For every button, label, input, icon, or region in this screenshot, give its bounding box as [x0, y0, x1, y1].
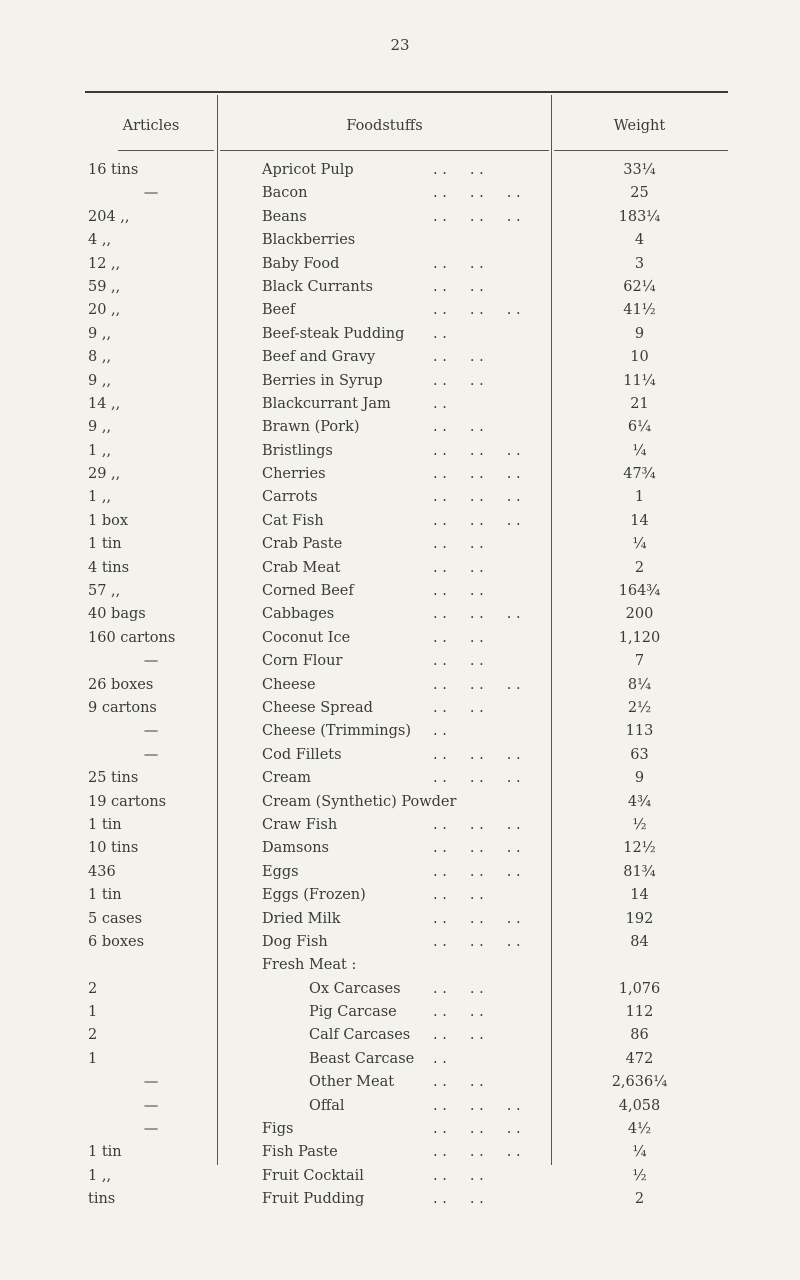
header-foodstuffs: Foodstuffs	[346, 118, 423, 134]
table-row	[0, 791, 800, 814]
weight-cell: 14	[630, 887, 649, 904]
leader-dots: . . . . . .	[433, 606, 521, 623]
articles-cell: 29 ,,	[88, 466, 121, 483]
table-row	[0, 1165, 800, 1188]
table-row	[0, 1188, 800, 1211]
weight-cell: 472	[625, 1050, 654, 1067]
weight-cell: ½	[632, 816, 647, 833]
table-row	[0, 159, 800, 182]
foodstuff-cell: Cherries	[262, 466, 326, 483]
table-row	[0, 276, 800, 299]
articles-cell: 160 cartons	[88, 629, 176, 646]
articles-cell: 26 boxes	[88, 676, 154, 693]
articles-cell: 20 ,,	[88, 302, 121, 319]
weight-cell: 4½	[627, 1121, 652, 1138]
table-row	[0, 861, 800, 884]
leader-dots: . . . . . .	[433, 442, 521, 459]
articles-cell: 1 tin	[88, 887, 122, 904]
leader-dots: . . . . . .	[433, 1097, 521, 1114]
table-row	[0, 440, 800, 463]
weight-cell: ½	[632, 1167, 647, 1184]
articles-cell: 10 tins	[88, 840, 139, 857]
leader-dots: . . . .	[433, 1167, 484, 1184]
table-row	[0, 908, 800, 931]
weight-cell: 7	[634, 653, 645, 670]
foodstuff-cell: Bristlings	[262, 442, 333, 459]
table-row	[0, 510, 800, 533]
table-row	[0, 837, 800, 860]
foodstuff-cell: Calf Carcases	[309, 1027, 411, 1044]
header-articles: Articles	[122, 118, 180, 134]
table-row	[0, 1048, 800, 1071]
articles-cell: —	[143, 653, 159, 670]
weight-cell: 9	[634, 325, 645, 342]
table-row	[0, 720, 800, 743]
articles-cell: 40 bags	[88, 606, 146, 623]
leader-dots: . . . .	[433, 278, 484, 295]
leader-dots: . . . .	[433, 419, 484, 436]
articles-cell: 4 ,,	[88, 232, 112, 249]
leader-dots: . . . .	[433, 653, 484, 670]
weight-cell: 47¾	[623, 466, 656, 483]
table-row	[0, 580, 800, 603]
table-row	[0, 1001, 800, 1024]
leader-dots: . . . .	[433, 1191, 484, 1208]
weight-cell: 81¾	[623, 863, 656, 880]
table-row	[0, 931, 800, 954]
weight-cell: 2	[634, 1191, 645, 1208]
foodstuff-cell: Cheese	[262, 676, 316, 693]
articles-cell: 1	[88, 1004, 98, 1021]
leader-dots: . . . . . .	[433, 512, 521, 529]
foodstuff-cell: Black Currants	[262, 278, 374, 295]
table-row	[0, 557, 800, 580]
table-row	[0, 370, 800, 393]
foodstuff-cell: Ox Carcases	[309, 980, 401, 997]
leader-dots: . . . . . .	[433, 933, 521, 950]
foodstuff-cell: Baby Food	[262, 255, 340, 272]
leader-dots: . . . .	[433, 629, 484, 646]
weight-cell: 1	[634, 489, 645, 506]
leader-dots: . . . . . .	[433, 840, 521, 857]
weight-cell: 200	[625, 606, 654, 623]
table-row	[0, 954, 800, 977]
weight-cell: 183¼	[618, 208, 661, 225]
leader-dots: . . . .	[433, 536, 484, 553]
foodstuff-cell: Cat Fish	[262, 512, 324, 529]
foodstuff-cell: Crab Paste	[262, 536, 343, 553]
table-row	[0, 416, 800, 439]
leader-dots: . . . . . .	[433, 746, 521, 763]
foodstuff-cell: Beans	[262, 208, 307, 225]
leader-dots: . .	[433, 395, 447, 412]
foodstuff-cell: Cheese Spread	[262, 699, 373, 716]
weight-cell: 3	[634, 255, 645, 272]
header-underline-articles	[118, 150, 214, 151]
articles-cell: 9 ,,	[88, 372, 112, 389]
weight-cell: ¼	[632, 1144, 647, 1161]
articles-cell: 16 tins	[88, 162, 139, 178]
weight-cell: 4,058	[618, 1097, 661, 1114]
foodstuff-cell: Brawn (Pork)	[262, 419, 360, 436]
weight-cell: 11¼	[623, 372, 656, 389]
foodstuff-cell: Dried Milk	[262, 910, 341, 927]
leader-dots: . . . .	[433, 1004, 484, 1021]
foodstuff-cell: Beast Carcase	[309, 1050, 415, 1067]
weight-cell: 84	[630, 933, 649, 950]
articles-cell: —	[143, 746, 159, 763]
table-row	[0, 884, 800, 907]
table-top-rule	[85, 91, 728, 93]
table-row	[0, 697, 800, 720]
leader-dots: . .	[433, 325, 447, 342]
articles-cell: 9 cartons	[88, 699, 157, 716]
articles-cell: 12 ,,	[88, 255, 121, 272]
articles-cell: 1 box	[88, 512, 129, 529]
foodstuff-cell: Offal	[309, 1097, 345, 1114]
leader-dots: . . . .	[433, 1027, 484, 1044]
foodstuff-cell: Eggs (Frozen)	[262, 887, 366, 904]
table-row	[0, 1118, 800, 1141]
weight-cell: 113	[625, 723, 654, 740]
foodstuff-cell: Beef	[262, 302, 296, 319]
articles-cell: —	[143, 723, 159, 740]
table-row	[0, 627, 800, 650]
foodstuff-cell: Blackcurrant Jam	[262, 395, 391, 412]
table-row	[0, 323, 800, 346]
leader-dots: . . . . . .	[433, 302, 521, 319]
foodstuff-cell: Damsons	[262, 840, 329, 857]
page-number: 23	[390, 36, 410, 54]
leader-dots: . . . . . .	[433, 770, 521, 787]
articles-cell: 1 tin	[88, 1144, 122, 1161]
articles-cell: 4 tins	[88, 559, 130, 576]
articles-cell: —	[143, 1097, 159, 1114]
weight-cell: 2	[634, 559, 645, 576]
foodstuff-cell: Blackberries	[262, 232, 356, 249]
leader-dots: . . . .	[433, 699, 484, 716]
foodstuff-cell: Craw Fish	[262, 816, 338, 833]
table-row	[0, 229, 800, 252]
foodstuff-cell: Carrots	[262, 489, 318, 506]
table-row	[0, 1141, 800, 1164]
weight-cell: ¼	[632, 536, 647, 553]
articles-cell: 436	[88, 863, 116, 880]
table-row	[0, 650, 800, 673]
header-weight: Weight	[613, 118, 666, 134]
table-row	[0, 253, 800, 276]
table-row	[0, 1071, 800, 1094]
table-row	[0, 1024, 800, 1047]
table-row	[0, 674, 800, 697]
articles-cell: 9 ,,	[88, 419, 112, 436]
weight-cell: 12½	[623, 840, 656, 857]
weight-cell: 1,120	[618, 629, 661, 646]
header-underline-weight	[554, 150, 728, 151]
weight-cell: 25	[630, 185, 649, 202]
articles-cell: —	[143, 1121, 159, 1138]
table-row	[0, 393, 800, 416]
leader-dots: . . . . . .	[433, 489, 521, 506]
foodstuff-cell: Cod Fillets	[262, 746, 342, 763]
leader-dots: . . . .	[433, 980, 484, 997]
foodstuff-cell: Figs	[262, 1121, 294, 1138]
articles-cell: 1 ,,	[88, 442, 112, 459]
leader-dots: . . . . . .	[433, 185, 521, 202]
foodstuff-cell: Fish Paste	[262, 1144, 338, 1161]
articles-cell: 1 ,,	[88, 1167, 112, 1184]
foodstuff-cell: Corn Flour	[262, 653, 343, 670]
articles-cell: 6 boxes	[88, 933, 145, 950]
articles-cell: 14 ,,	[88, 395, 121, 412]
weight-cell: 6¼	[627, 419, 652, 436]
table-row	[0, 206, 800, 229]
table-body	[0, 159, 800, 1212]
foodstuff-cell: Corned Beef	[262, 583, 354, 600]
table-row	[0, 299, 800, 322]
articles-cell: 1 tin	[88, 816, 122, 833]
articles-cell: 59 ,,	[88, 278, 121, 295]
foodstuff-cell: Bacon	[262, 185, 308, 202]
articles-cell: 19 cartons	[88, 793, 167, 810]
weight-cell: 2½	[627, 699, 652, 716]
articles-cell: 1	[88, 1050, 98, 1067]
foodstuff-cell: Cream (Synthetic) Powder	[262, 793, 457, 810]
articles-cell: 57 ,,	[88, 583, 121, 600]
foodstuff-cell: Apricot Pulp	[262, 162, 354, 178]
articles-cell: 204 ,,	[88, 208, 130, 225]
leader-dots: . . . .	[433, 372, 484, 389]
leader-dots: . . . .	[433, 583, 484, 600]
foodstuff-cell: Cream	[262, 770, 312, 787]
leader-dots: . . . .	[433, 349, 484, 366]
foodstuff-cell: Other Meat	[309, 1074, 395, 1091]
foodstuff-cell: Pig Carcase	[309, 1004, 397, 1021]
leader-dots: . . . . . .	[433, 466, 521, 483]
weight-cell: 1,076	[618, 980, 661, 997]
leader-dots: . . . . . .	[433, 1121, 521, 1138]
articles-cell: 2	[88, 1027, 98, 1044]
weight-cell: 4	[634, 232, 645, 249]
leader-dots: . . . .	[433, 255, 484, 272]
header-underline-foodstuffs	[220, 150, 549, 151]
weight-cell: 112	[625, 1004, 654, 1021]
leader-dots: . . . .	[433, 887, 484, 904]
articles-cell: —	[143, 1074, 159, 1091]
weight-cell: 4¾	[627, 793, 652, 810]
foodstuff-cell: Coconut Ice	[262, 629, 351, 646]
foodstuff-cell: Dog Fish	[262, 933, 328, 950]
table-row	[0, 767, 800, 790]
foodstuff-cell: Cheese (Trimmings)	[262, 723, 411, 740]
weight-cell: 86	[630, 1027, 649, 1044]
weight-cell: 192	[625, 910, 654, 927]
leader-dots: . .	[433, 723, 447, 740]
leader-dots: . . . . . .	[433, 1144, 521, 1161]
foodstuff-cell: Berries in Syrup	[262, 372, 383, 389]
leader-dots: . . . .	[433, 162, 484, 178]
foodstuff-cell: Fresh Meat :	[262, 957, 357, 974]
articles-cell: 9 ,,	[88, 325, 112, 342]
weight-cell: 8¼	[627, 676, 652, 693]
leader-dots: . . . . . .	[433, 816, 521, 833]
foodstuff-cell: Eggs	[262, 863, 299, 880]
foodstuff-cell: Fruit Pudding	[262, 1191, 365, 1208]
foodstuff-cell: Fruit Cocktail	[262, 1167, 364, 1184]
table-row	[0, 533, 800, 556]
foodstuff-cell: Cabbages	[262, 606, 335, 623]
leader-dots: . . . . . .	[433, 863, 521, 880]
articles-cell: —	[143, 185, 159, 202]
weight-cell: 9	[634, 770, 645, 787]
weight-cell: 62¼	[623, 278, 656, 295]
leader-dots: . . . . . .	[433, 910, 521, 927]
articles-cell: tins	[88, 1191, 116, 1208]
table-row	[0, 346, 800, 369]
weight-cell: 33¼	[623, 162, 656, 178]
leader-dots: . . . .	[433, 559, 484, 576]
table-row	[0, 486, 800, 509]
weight-cell: 164¾	[618, 583, 661, 600]
articles-cell: 2	[88, 980, 98, 997]
table-row	[0, 463, 800, 486]
leader-dots: . . . .	[433, 1074, 484, 1091]
articles-cell: 8 ,,	[88, 349, 112, 366]
table-row	[0, 182, 800, 205]
articles-cell: 5 cases	[88, 910, 143, 927]
leader-dots: . . . . . .	[433, 676, 521, 693]
weight-cell: 41½	[623, 302, 656, 319]
weight-cell: 14	[630, 512, 649, 529]
table-row	[0, 814, 800, 837]
weight-cell: 10	[630, 349, 649, 366]
foodstuff-cell: Beef-steak Pudding	[262, 325, 405, 342]
weight-cell: 2,636¼	[611, 1074, 668, 1091]
table-row	[0, 978, 800, 1001]
leader-dots: . .	[433, 1050, 447, 1067]
weight-cell: 63	[630, 746, 649, 763]
weight-cell: 21	[630, 395, 649, 412]
articles-cell: 1 ,,	[88, 489, 112, 506]
leader-dots: . . . . . .	[433, 208, 521, 225]
weight-cell: ¼	[632, 442, 647, 459]
table-row	[0, 1095, 800, 1118]
articles-cell: 1 tin	[88, 536, 122, 553]
table-row	[0, 603, 800, 626]
foodstuff-cell: Crab Meat	[262, 559, 341, 576]
table-row	[0, 744, 800, 767]
articles-cell: 25 tins	[88, 770, 139, 787]
foodstuff-cell: Beef and Gravy	[262, 349, 376, 366]
